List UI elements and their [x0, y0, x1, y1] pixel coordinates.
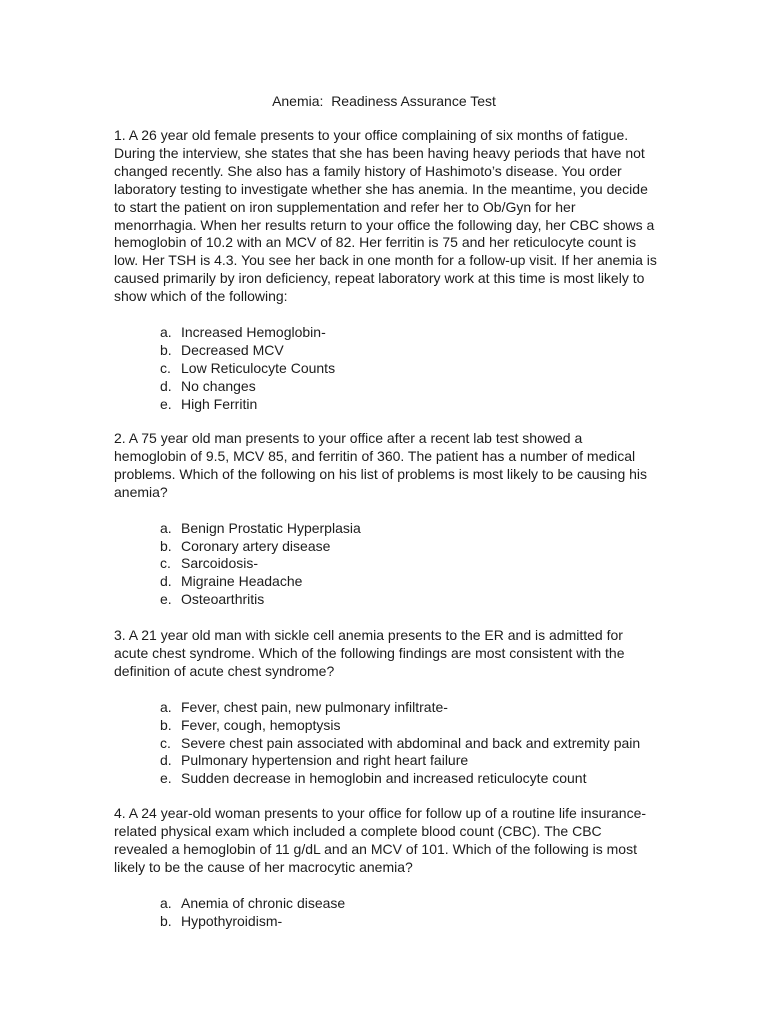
option-text: Migraine Headache: [181, 573, 303, 590]
option-letter: c.: [160, 734, 171, 751]
option-letter: e.: [160, 770, 172, 787]
option-letter: a.: [160, 519, 172, 536]
option-letter: d.: [160, 377, 172, 394]
answer-option: [160, 324, 658, 342]
answer-option: [160, 360, 658, 378]
option-letter: a.: [160, 324, 172, 341]
answer-option: [160, 770, 658, 788]
option-text: Anemia of chronic disease: [181, 894, 346, 911]
option-text: Fever, cough, hemoptysis: [181, 716, 341, 733]
option-letter: b.: [160, 341, 172, 358]
answer-option: [160, 396, 658, 414]
answer-option: [160, 342, 658, 360]
option-text: Severe chest pain associated with abdominal and back and extremity pain: [181, 734, 641, 751]
answer-option: [160, 913, 658, 931]
option-letter: d.: [160, 573, 172, 590]
answer-options: [160, 895, 658, 931]
option-letter: a.: [160, 698, 172, 715]
document-title: Anemia: Readiness Assurance Test: [272, 93, 496, 109]
option-text: High Ferritin: [181, 395, 258, 412]
option-text: Decreased MCV: [181, 341, 284, 358]
question-3: [114, 627, 658, 788]
option-letter: b.: [160, 537, 172, 554]
option-letter: e.: [160, 395, 172, 412]
option-letter: e.: [160, 591, 172, 608]
option-text: Pulmonary hypertension and right heart failure: [181, 752, 469, 769]
option-text: Coronary artery disease: [181, 537, 331, 554]
option-text: Fever, chest pain, new pulmonary infiltrate-: [181, 698, 448, 715]
answer-option: [160, 555, 658, 573]
question-text: 4. A 24 year-old woman presents to your office for follow up of a routine life insurance-related physical exam which included a complete blood count (CBC). The CBC revealed a hemoglobin of 11 g/dL and an MCV of 101. Which of the following is most likely to be the cause of her macrocytic anemia?: [114, 805, 647, 875]
option-letter: b.: [160, 912, 172, 929]
answer-options: [160, 324, 658, 414]
answer-option: [160, 591, 658, 609]
answer-option: [160, 752, 658, 770]
answer-option: [160, 538, 658, 556]
question-2: [114, 430, 658, 609]
option-letter: c.: [160, 359, 171, 376]
option-letter: c.: [160, 555, 171, 572]
option-letter: b.: [160, 716, 172, 733]
answer-options: [160, 520, 658, 610]
answer-option: [160, 378, 658, 396]
option-text: No changes: [181, 377, 256, 394]
option-text: Benign Prostatic Hyperplasia: [181, 519, 361, 536]
answer-option: [160, 520, 658, 538]
option-text: Hypothyroidism-: [181, 912, 283, 929]
answer-option: [160, 735, 658, 753]
answer-option: [160, 573, 658, 591]
answer-option: [160, 717, 658, 735]
question-4: [114, 805, 658, 930]
option-letter: d.: [160, 752, 172, 769]
option-text: Sudden decrease in hemoglobin and increased reticulocyte count: [181, 770, 587, 787]
option-text: Sarcoidosis-: [181, 555, 259, 572]
answer-option: [160, 699, 658, 717]
question-1: [114, 127, 658, 414]
option-text: Osteoarthritis: [181, 591, 265, 608]
option-text: Increased Hemoglobin-: [181, 324, 326, 341]
option-letter: a.: [160, 894, 172, 911]
option-text: Low Reticulocyte Counts: [181, 359, 336, 376]
question-text: 1. A 26 year old female presents to your office complaining of six months of fatigue. During the interview, she states that she has been having heavy periods that have not changed recently. She also has a family history of Hashimoto’s disease. You order laboratory testing to investigate whether she has anemia. In the meantime, you decide to start the patient on iron supplementation and refer her to Ob/Gyn for her menorrhagia. When her results return to your office the following day, her CBC shows a hemoglobin of 10.2 with an MCV of 82. Her ferritin is 75 and her reticulocyte count is low. Her TSH is 4.3. You see her back in one month for a follow-up visit. If her anemia is caused primarily by iron deficiency, repeat laboratory work at this time is most likely to show which of the following:: [114, 127, 657, 305]
answer-options: [160, 699, 658, 789]
answer-option: [160, 895, 658, 913]
question-text: 2. A 75 year old man presents to your office after a recent lab test showed a hemoglobin of 9.5, MCV 85, and ferritin of 360. The patient has a number of medical problems. Which of the following on his list of problems is most likely to be causing his anemia?: [114, 430, 648, 500]
question-text: 3. A 21 year old man with sickle cell anemia presents to the ER and is admitted for acute chest syndrome. Which of the following findings are most consistent with the definition of acute chest syndrome?: [114, 627, 625, 679]
